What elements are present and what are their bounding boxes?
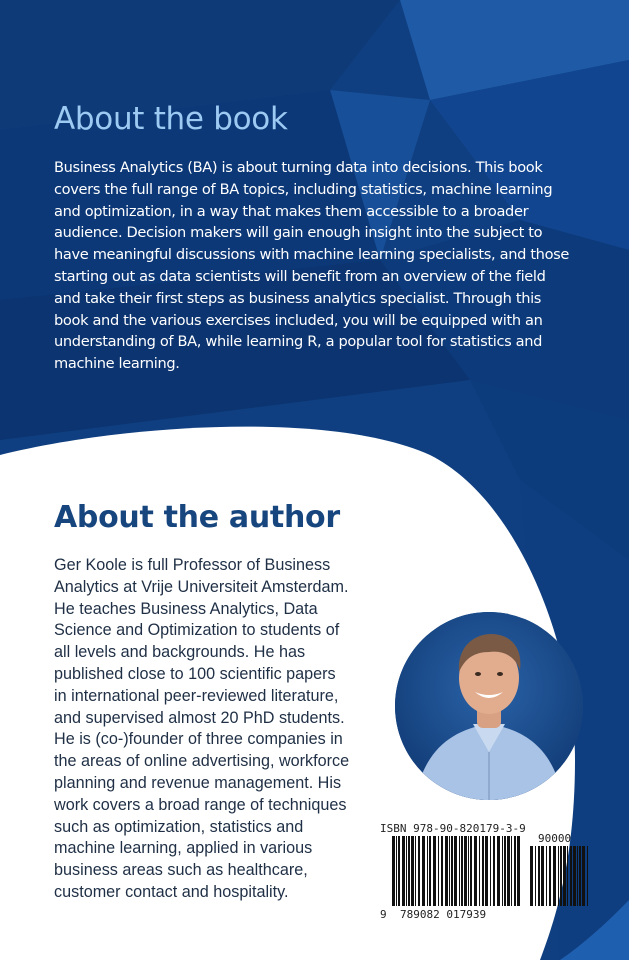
barcode-bar — [433, 836, 436, 906]
about-book-heading: About the book — [54, 101, 288, 137]
barcode-bar — [560, 846, 562, 906]
barcode-bar — [449, 836, 450, 906]
about-author-line: and supervised almost 20 PhD students. — [54, 708, 345, 727]
about-book-line: have meaningful discussions with machine learning specialists, and those — [54, 246, 570, 264]
barcode-bar — [514, 836, 516, 906]
barcode-digits: 789082 017939 — [400, 908, 487, 920]
barcode-bar — [535, 846, 536, 906]
about-author-line: published close to 100 scientific papers — [54, 664, 336, 683]
about-book-line: starting out as data scientists will benefit from an overview of the field — [54, 267, 546, 285]
about-author-line: work covers a broad range of techniques — [54, 795, 347, 814]
barcode-bar — [482, 836, 484, 906]
barcode-bar — [427, 836, 428, 906]
about-author-line: He is (co-)founder of three companies in — [54, 730, 343, 749]
barcode-bar — [582, 846, 585, 906]
barcode-bar — [438, 836, 439, 906]
addon-digits: 90000 — [538, 832, 572, 845]
barcode-bar — [549, 846, 551, 906]
about-author-line: in international peer-reviewed literature, — [54, 686, 339, 705]
about-author-text — [54, 555, 374, 904]
isbn-barcode — [378, 820, 596, 920]
barcode-bar — [429, 836, 431, 906]
barcode-bar — [553, 846, 556, 906]
barcode-bar — [567, 846, 568, 906]
barcode-bar — [570, 846, 572, 906]
isbn-text: ISBN 978-90-820179-3-9 — [380, 822, 526, 835]
author-portrait — [395, 612, 583, 800]
barcode-bar — [507, 836, 510, 906]
barcode-bar — [587, 846, 588, 906]
barcode-bar — [411, 836, 414, 906]
barcode-bar — [470, 836, 472, 906]
barcode-bar — [459, 836, 460, 906]
about-author-line: machine learning, applied in various — [54, 839, 313, 858]
about-book-text — [54, 157, 614, 375]
about-author-line: the areas of online advertising, workforce — [54, 752, 350, 771]
barcode-bar — [563, 846, 566, 906]
barcode-bar — [422, 836, 425, 906]
barcode-bar — [445, 836, 448, 906]
barcode-bar — [454, 836, 457, 906]
barcode-bar — [577, 846, 578, 906]
barcode-bar — [485, 836, 488, 906]
barcode-bar — [461, 836, 463, 906]
about-book-line: Business Analytics (BA) is about turning data into decisions. This book — [54, 159, 543, 176]
barcode-bar — [538, 846, 540, 906]
barcode-bar — [468, 836, 469, 906]
portrait-illustration — [395, 612, 583, 800]
barcode-bar — [392, 836, 395, 906]
barcode-bar — [558, 846, 559, 906]
barcode-bar — [497, 836, 500, 906]
barcode-bar — [418, 836, 420, 906]
about-book-line: machine learning. — [54, 355, 180, 373]
about-author-line: Science and Optimization to students of — [54, 621, 340, 640]
barcode-bar — [504, 836, 506, 906]
barcode-bar — [530, 846, 533, 906]
barcode-bar — [441, 836, 443, 906]
about-author-heading: About the author — [54, 500, 340, 535]
about-author-line: He teaches Business Analytics, Data — [54, 599, 318, 618]
barcode-bar — [408, 836, 410, 906]
about-book-line: covers the full range of BA topics, including statistics, machine learning — [54, 180, 553, 198]
barcode-bar — [402, 836, 405, 906]
about-author-line: customer contact and hospitality. — [54, 882, 289, 901]
about-book-line: book and the various exercises included, you will be equipped with an — [54, 311, 543, 329]
barcode-bar — [490, 836, 491, 906]
about-book-line: understanding of BA, while learning R, a popular tool for statistics and — [54, 333, 543, 351]
barcode-bar — [502, 836, 503, 906]
barcode-bar — [396, 836, 397, 906]
about-book-line: and take their first steps as business analytics specialist. Through this — [54, 289, 542, 307]
barcode-bar — [511, 836, 512, 906]
barcode-bar — [579, 846, 581, 906]
barcode-bar — [541, 846, 544, 906]
about-author-line: such as optimization, statistics and — [54, 817, 304, 836]
barcode-bar — [464, 836, 467, 906]
about-author-line: all levels and backgrounds. He has — [54, 643, 306, 662]
about-book-line: and optimization, in a way that makes them accessible to a broader — [54, 202, 529, 220]
about-book-line: audience. Decision makers will gain enough insight into the subject to — [54, 224, 543, 242]
barcode-bar — [415, 836, 416, 906]
barcode-bar — [546, 846, 547, 906]
barcode-bar — [493, 836, 495, 906]
about-author-line: Analytics at Vrije Universiteit Amsterdam. — [54, 577, 349, 596]
barcode-bar — [474, 836, 477, 906]
barcode-first-digit: 9 — [380, 908, 387, 920]
about-author-line: business areas such as healthcare, — [54, 861, 308, 880]
barcode-bar — [479, 836, 480, 906]
barcode-bars — [392, 836, 520, 906]
about-author-line: Ger Koole is full Professor of Business — [54, 556, 331, 574]
barcode-bar — [451, 836, 453, 906]
about-author-line: planning and revenue management. His — [54, 773, 342, 792]
barcode-addon-bars — [530, 846, 588, 906]
barcode-bar — [398, 836, 400, 906]
barcode-bar — [573, 846, 576, 906]
barcode-bar — [517, 836, 520, 906]
barcode-bar — [406, 836, 407, 906]
